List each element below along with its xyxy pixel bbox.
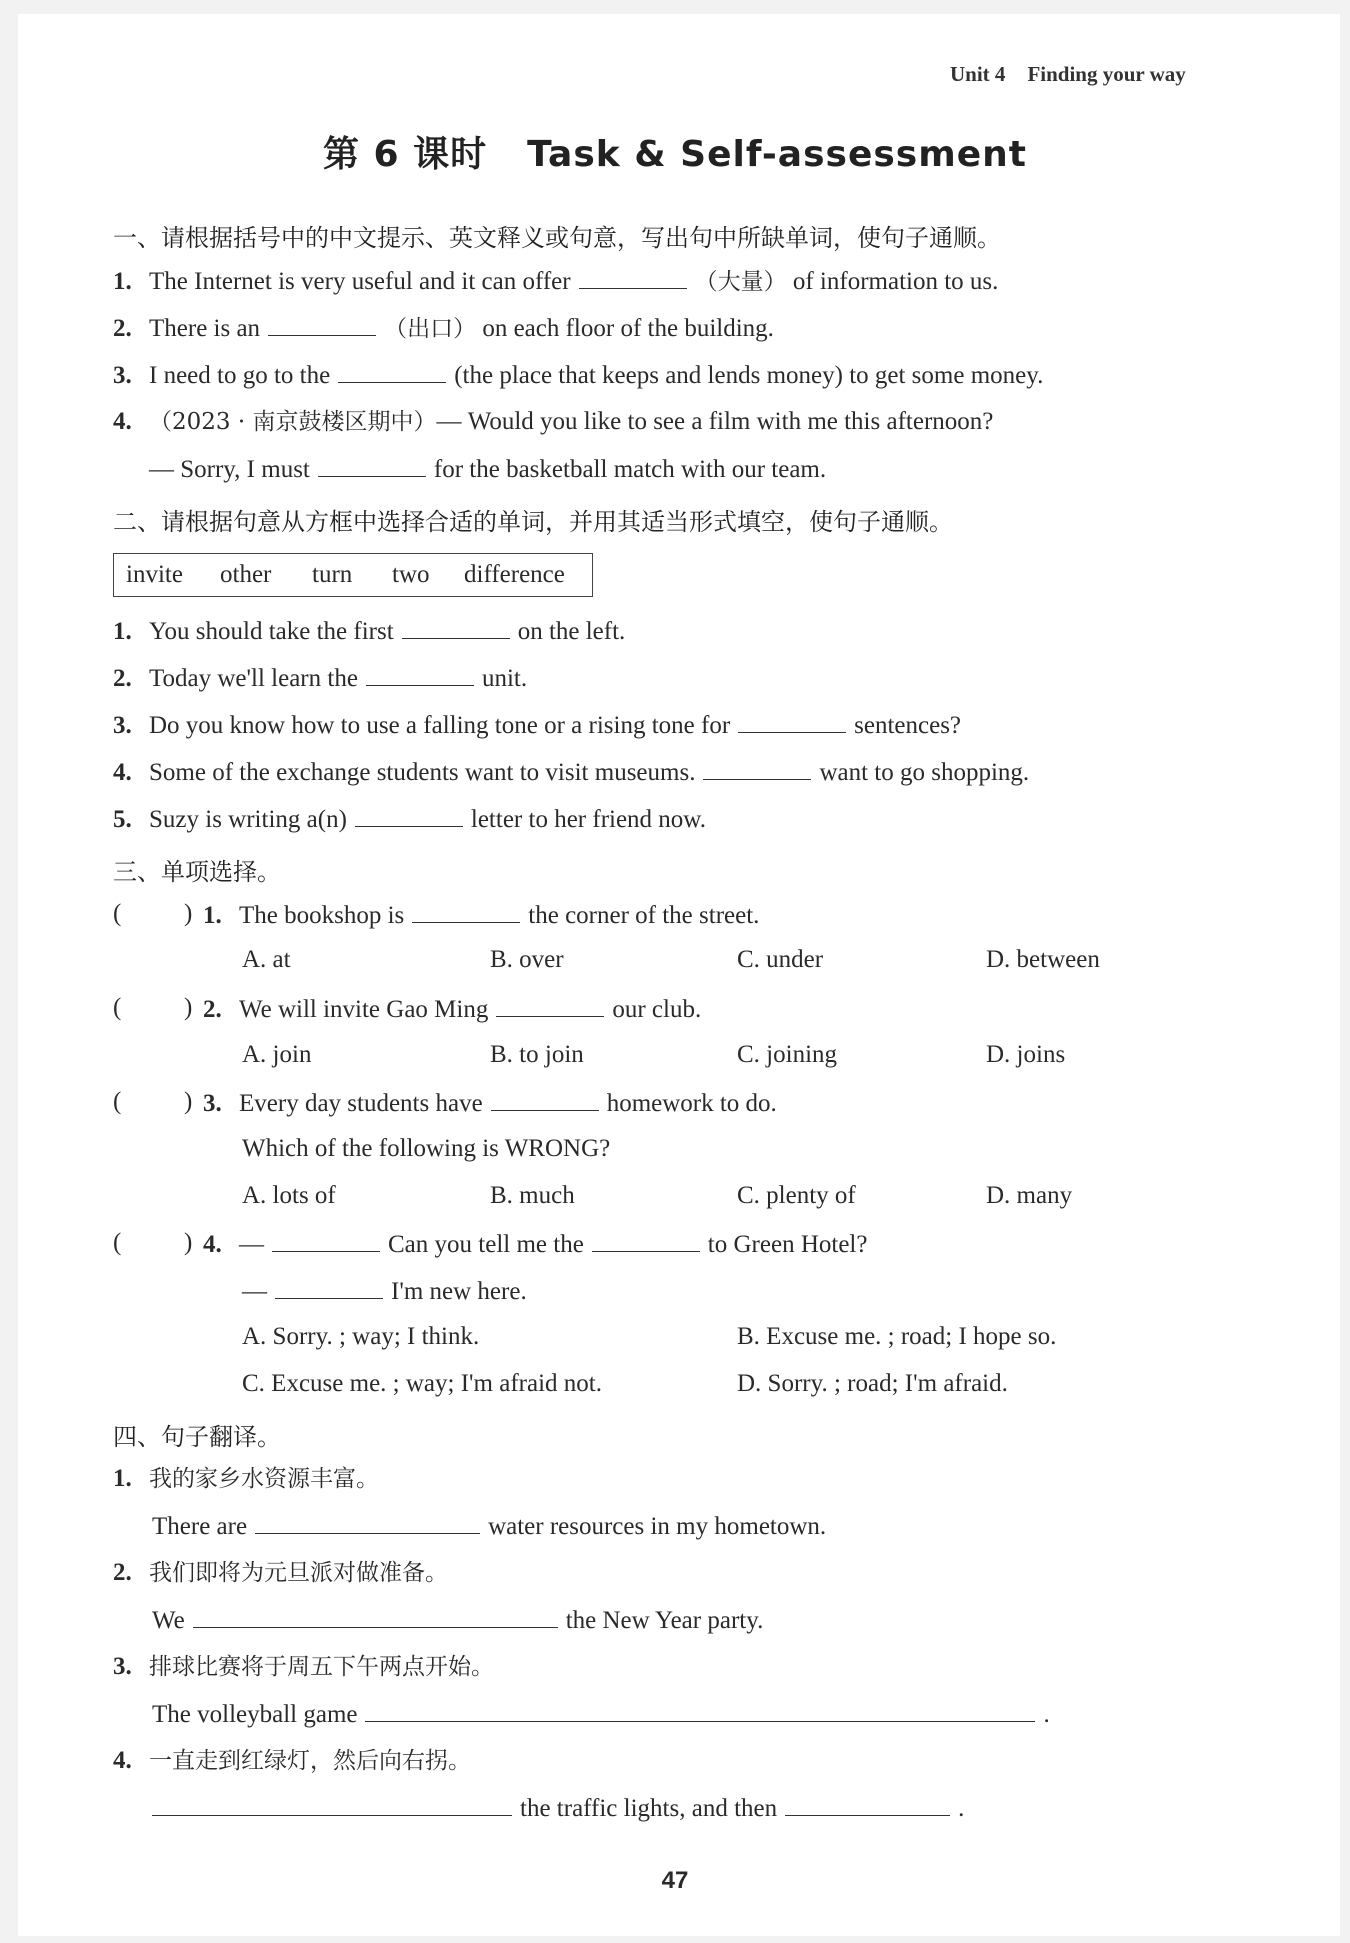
word-bank-item: two bbox=[392, 561, 430, 588]
answer-bracket-close: ) bbox=[184, 1229, 193, 1256]
option-c[interactable]: C. joining bbox=[737, 1041, 838, 1068]
answer-bracket-close: ) bbox=[184, 900, 193, 927]
option-d[interactable]: D. between bbox=[986, 946, 1100, 973]
s2-question-3: 3. Do you know how to use a falling tone or a rising tone for sentences? bbox=[113, 712, 962, 739]
section-4-heading: 四、句子翻译。 bbox=[113, 1423, 281, 1451]
page-number: 47 bbox=[661, 1867, 689, 1894]
answer-bracket-close: ) bbox=[184, 994, 193, 1021]
s4-question-3: 3. 排球比赛将于周五下午两点开始。 bbox=[113, 1653, 494, 1680]
answer-blank[interactable] bbox=[738, 710, 846, 733]
answer-bracket-open: ( bbox=[113, 900, 122, 927]
s3-question-3: 3. Every day students have homework to do. bbox=[203, 1090, 777, 1117]
s3-question-4-reply: — I'm new here. bbox=[242, 1278, 527, 1305]
answer-blank[interactable] bbox=[255, 1511, 480, 1534]
s4-question-2: 2. 我们即将为元旦派对做准备。 bbox=[113, 1559, 448, 1586]
option-b[interactable]: B. much bbox=[490, 1182, 575, 1209]
s1-question-3: 3. I need to go to the (the place that keeps and lends money) to get some money. bbox=[113, 362, 1044, 389]
unit-label: Unit 4 bbox=[950, 62, 1006, 86]
section-2-heading: 二、请根据句意从方框中选择合适的单词，并用其适当形式填空，使句子通顺。 bbox=[113, 508, 953, 536]
lesson-name: Task & Self-assessment bbox=[527, 134, 1027, 175]
option-d[interactable]: D. Sorry. ; road; I'm afraid. bbox=[737, 1370, 1008, 1397]
answer-blank[interactable] bbox=[703, 757, 811, 780]
section-1-heading: 一、请根据括号中的中文提示、英文释义或句意，写出句中所缺单词，使句子通顺。 bbox=[113, 224, 1001, 252]
option-c[interactable]: C. under bbox=[737, 946, 824, 973]
option-a[interactable]: A. Sorry. ; way; I think. bbox=[242, 1323, 480, 1350]
answer-blank[interactable] bbox=[152, 1793, 512, 1816]
answer-blank[interactable] bbox=[592, 1229, 700, 1252]
s1-question-4: 4. （2023 · 南京鼓楼区期中）— Would you like to see a film with me this afternoon? bbox=[113, 408, 994, 435]
answer-blank[interactable] bbox=[355, 804, 463, 827]
word-bank-item: difference bbox=[464, 561, 565, 588]
answer-bracket-open: ( bbox=[113, 1229, 122, 1256]
answer-blank[interactable] bbox=[338, 360, 446, 383]
answer-blank[interactable] bbox=[412, 900, 520, 923]
lesson-label: 第 6 课时 bbox=[322, 134, 488, 175]
section-3-heading: 三、单项选择。 bbox=[113, 858, 281, 886]
word-bank-item: turn bbox=[312, 561, 353, 588]
answer-bracket-close: ) bbox=[184, 1088, 193, 1115]
s1-question-4-reply: — Sorry, I must for the basketball match with our team. bbox=[149, 456, 827, 483]
word-bank-item: other bbox=[220, 561, 272, 588]
unit-topic: Finding your way bbox=[1027, 62, 1186, 86]
question-source: （2023 · 南京鼓楼区期中） bbox=[149, 409, 437, 435]
answer-blank[interactable] bbox=[268, 313, 376, 336]
option-a[interactable]: A. at bbox=[242, 946, 291, 973]
s4-answer-4: the traffic lights, and then . bbox=[144, 1793, 964, 1824]
s2-question-2: 2. Today we'll learn the unit. bbox=[113, 665, 528, 692]
running-header bbox=[950, 62, 1186, 87]
answer-blank[interactable] bbox=[402, 616, 510, 639]
answer-blank[interactable] bbox=[785, 1793, 950, 1816]
s2-question-1: 1. You should take the first on the left. bbox=[113, 618, 626, 645]
word-bank-item: invite bbox=[126, 561, 183, 588]
answer-blank[interactable] bbox=[272, 1229, 380, 1252]
page-title bbox=[0, 126, 1350, 177]
option-d[interactable]: D. joins bbox=[986, 1041, 1066, 1068]
s1-question-2: 2. There is an （出口） on each floor of the building. bbox=[113, 315, 774, 342]
option-a[interactable]: A. lots of bbox=[242, 1182, 336, 1209]
option-b[interactable]: B. to join bbox=[490, 1041, 584, 1068]
s1-question-1: 1. The Internet is very useful and it can offer （大量） of information to us. bbox=[113, 268, 999, 295]
s3-question-1: 1. The bookshop is the corner of the street. bbox=[203, 902, 760, 929]
option-a[interactable]: A. join bbox=[242, 1041, 312, 1068]
s3-question-2: 2. We will invite Gao Ming our club. bbox=[203, 996, 702, 1023]
answer-bracket-open: ( bbox=[113, 994, 122, 1021]
s3-question-4: 4. — Can you tell me the to Green Hotel? bbox=[203, 1231, 868, 1258]
question-number: 1. bbox=[113, 268, 132, 295]
word-bank-box bbox=[113, 553, 593, 597]
s3-question-3-subline: Which of the following is WRONG? bbox=[242, 1135, 611, 1162]
worksheet-page bbox=[18, 14, 1340, 1936]
answer-blank[interactable] bbox=[496, 994, 604, 1017]
answer-blank[interactable] bbox=[491, 1088, 599, 1111]
s2-question-4: 4. Some of the exchange students want to visit museums. want to go shopping. bbox=[113, 759, 1030, 786]
answer-blank[interactable] bbox=[193, 1605, 558, 1628]
answer-blank[interactable] bbox=[366, 663, 474, 686]
answer-blank[interactable] bbox=[365, 1699, 1035, 1722]
option-c[interactable]: C. plenty of bbox=[737, 1182, 856, 1209]
s4-question-4: 4. 一直走到红绿灯，然后向右拐。 bbox=[113, 1747, 471, 1774]
s2-question-5: 5. Suzy is writing a(n) letter to her friend now. bbox=[113, 806, 706, 833]
s4-question-1: 1. 我的家乡水资源丰富。 bbox=[113, 1465, 379, 1492]
answer-blank[interactable] bbox=[318, 454, 426, 477]
answer-bracket-open: ( bbox=[113, 1088, 122, 1115]
option-c[interactable]: C. Excuse me. ; way; I'm afraid not. bbox=[242, 1370, 602, 1397]
answer-blank[interactable] bbox=[275, 1276, 383, 1299]
answer-blank[interactable] bbox=[579, 266, 687, 289]
option-d[interactable]: D. many bbox=[986, 1182, 1073, 1209]
option-b[interactable]: B. Excuse me. ; road; I hope so. bbox=[737, 1323, 1057, 1350]
option-b[interactable]: B. over bbox=[490, 946, 564, 973]
s4-answer-2: We the New Year party. bbox=[152, 1607, 764, 1634]
s4-answer-1: There are water resources in my hometown. bbox=[152, 1513, 827, 1540]
s4-answer-3: The volleyball game . bbox=[152, 1701, 1050, 1728]
